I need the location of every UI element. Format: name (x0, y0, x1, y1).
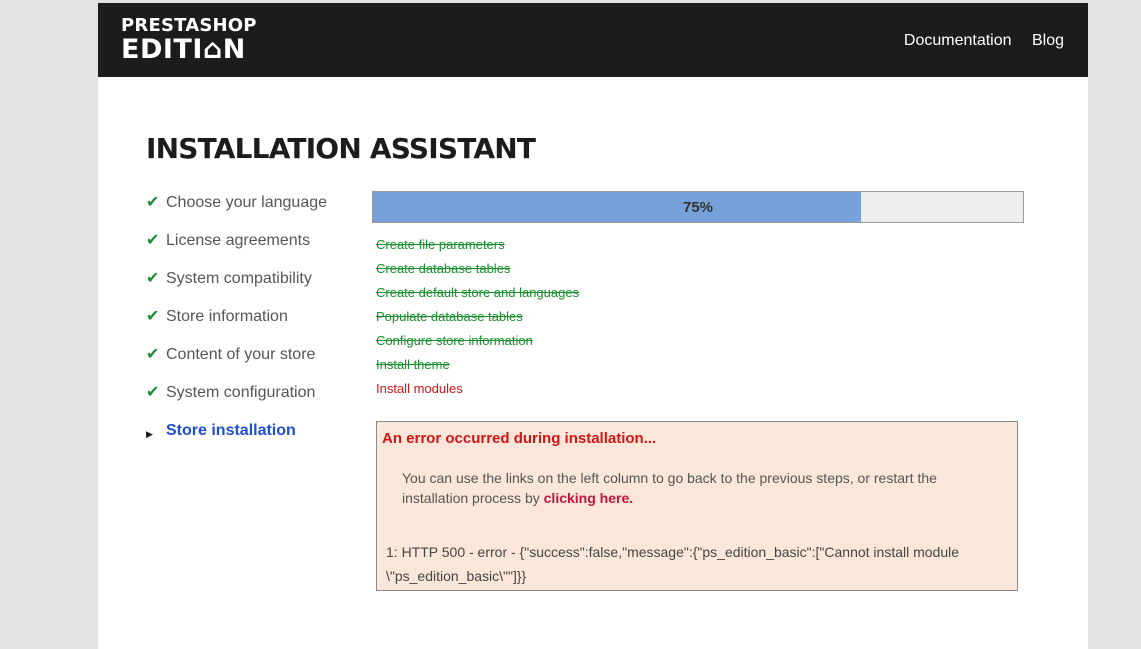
error-detail: 1: HTTP 500 - error - {"success":false,"message":{"ps_edition_basic":["Cannot install module \"ps_edition_basic\""]}} (386, 544, 960, 584)
task-item: Configure store information (376, 333, 533, 348)
prestashop-edition-logo[interactable] (121, 17, 257, 63)
task-item: Create default store and languages (376, 285, 580, 300)
step-label: Choose your language (166, 194, 328, 211)
step-license-agreements[interactable] (146, 231, 327, 269)
task-list (376, 236, 579, 404)
error-box (376, 421, 1018, 591)
logo-line-1: PRESTASHOP (121, 15, 257, 36)
task-item: Install theme (376, 357, 450, 372)
step-store-installation[interactable] (146, 421, 327, 459)
step-label: Content of your store (166, 346, 316, 363)
step-label: License agreements (166, 232, 311, 249)
checkmark-icon: ✔ (146, 384, 160, 401)
logo-line-2: EDITI⌂N (121, 34, 246, 65)
header-bar (98, 3, 1088, 77)
restart-installation-link[interactable]: clicking here. (543, 490, 634, 506)
step-content-of-store[interactable] (146, 345, 327, 383)
checkmark-icon: ✔ (146, 194, 160, 211)
task-item-failed: Install modules (376, 381, 463, 396)
nav-documentation-link[interactable]: Documentation (903, 32, 1012, 49)
step-label: System configuration (166, 384, 316, 401)
page (98, 3, 1088, 649)
page-title: INSTALLATION ASSISTANT (146, 132, 536, 165)
progress-percent: 75% (682, 199, 714, 216)
caret-right-icon: ▶ (146, 429, 153, 439)
nav-blog-link[interactable]: Blog (1031, 32, 1064, 49)
checkmark-icon: ✔ (146, 232, 160, 249)
checkmark-icon: ✔ (146, 308, 160, 325)
step-system-compatibility[interactable] (146, 269, 327, 307)
step-label: System compatibility (166, 270, 312, 287)
step-system-configuration[interactable] (146, 383, 327, 421)
installation-progress-bar (372, 191, 1024, 223)
task-item: Create database tables (376, 261, 511, 276)
task-item: Create file parameters (376, 237, 505, 252)
top-nav (888, 32, 1064, 50)
error-message (402, 468, 982, 508)
step-store-information[interactable] (146, 307, 327, 345)
error-message-text: You can use the links on the left column to go back to the previous steps, or restart the installation process by (402, 470, 937, 506)
checkmark-icon: ✔ (146, 346, 160, 363)
step-choose-language[interactable] (146, 193, 327, 231)
step-label: Store installation (166, 422, 296, 439)
checkmark-icon: ✔ (146, 270, 160, 287)
task-item: Populate database tables (376, 309, 523, 324)
error-title: An error occurred during installation... (382, 430, 657, 447)
steps-list (146, 193, 327, 459)
step-label: Store information (166, 308, 288, 325)
